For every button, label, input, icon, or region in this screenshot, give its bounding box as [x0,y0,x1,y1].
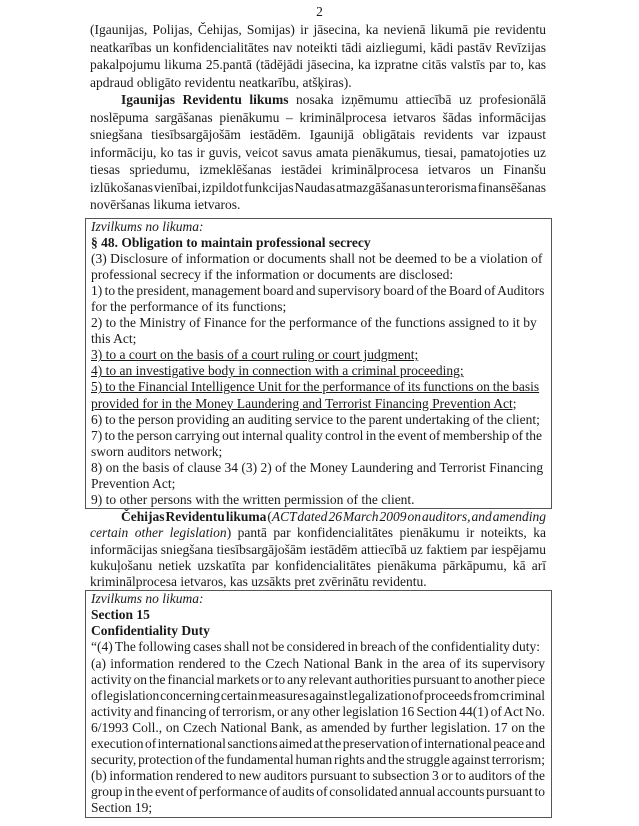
text-run: professional secrecy if the information or documents are disclosed: [91,266,454,282]
text-line [91,476,545,492]
text-line [91,315,545,331]
text-line [90,525,546,541]
text-line [90,179,546,197]
text-line [90,126,546,144]
text-run: activity on the financial markets or to any relevant authorities pursuant to another piece [91,671,545,687]
italic-text: Izvilkums no likuma: [91,591,204,607]
text-line [91,251,545,267]
paragraph-intro [85,21,552,91]
text-line [91,768,545,784]
text-line [91,800,545,816]
underlined-text: 4) to an investigative body in connection with a criminal proceeding; [91,363,464,379]
text-run: security, protection of the fundamental human rights and the struggle against terrorism; [91,752,545,768]
paragraph-czech-law [85,509,552,590]
text-run: kukuļošanu netiek uzskatīta par konfidencialitātes pienākuma pārkāpumu, kā arī [90,557,546,573]
text-line [91,607,545,623]
text-line [91,672,545,688]
text-run: 2) to the Ministry of Finance for the performance of the functions assigned to it by [91,315,537,331]
text-line [90,161,546,179]
text-line [90,558,546,574]
text-line [90,91,546,109]
bold-text: § 48. Obligation to maintain professional secrecy [91,234,371,250]
text-line [91,267,545,283]
text-run: activity and financing of terrorism, or any other legislation 16 Section 44(1) of Act No. [91,703,545,719]
text-run: 9) to other persons with the written permission of the client. [91,492,415,508]
text-line [90,21,546,39]
text-line [91,736,545,752]
text-line [91,656,545,672]
text-run: sworn auditors network; [91,443,223,459]
text-run: informācijas sniegšana tiesībsargājošām iestādēm attiecībā uz faktiem par iespējamu [90,541,546,557]
text-run: izlūkošanas vienībai, izpildot funkcijas Naudas atmazgāšanas un terorisma finansēšanas [90,179,546,195]
text-run: 6) to the person providing an auditing service to the parent undertaking of the client; [91,411,540,427]
text-run: execution of international sanctions aimed at the preservation of international peace and [91,736,545,752]
bold-text: Čehijas Revidentu likuma [121,509,267,525]
text-run: this Act; [91,331,137,347]
text-run: tiesas spriedumu, izmeklēšanas iestādei kriminālprocesa ietvaros un Finanšu [90,162,546,177]
text-line [91,784,545,800]
text-run: apdraud obligāto revidentu neatkarību, atšķiras). [90,74,352,90]
text-line [91,363,545,379]
text-run: group in the event of performance of audits of consolidated annual accounts pursuant to [91,784,545,800]
text-line [90,109,546,127]
text-line [90,509,546,525]
text-run: 7) to the person carrying out internal quality control in the event of membership of the [91,427,542,443]
text-run: for the performance of its functions; [91,298,287,314]
bold-text: Igaunijas Revidentu likums [121,92,289,107]
underlined-text: 3) to a court on the basis of a court ruling or court judgment; [91,347,419,363]
text-run: noslēpuma sargāšanas pienākumu – kriminālprocesa ietvaros šādas informācijas [90,109,546,125]
text-run: 8) on the basis of clause 34 (3) 2) of the Money Laundering and Terrorist Financing [91,459,544,475]
text-run: Prevention Act; [91,476,176,491]
text-line [91,219,545,235]
underlined-text: 5) to the Financial Intelligence Unit for the performance of its functions on the basis [91,379,540,395]
text-line [90,196,546,214]
excerpt-box-estonia [85,218,552,510]
text-line [91,492,545,508]
text-run: neatkarības un konfidencialitātes nav noteikti tādi aizliegumi, kādi pastāv Revīzijas [90,39,546,55]
text-line [90,39,546,57]
text-line [91,412,545,428]
text-line [91,460,545,476]
text-run: of legislation concerning certain measures against legalization of proceeds from criminal [91,687,545,703]
text-run: informāciju, ko tas ir guvis, veicot savus amata pienākumus, tiesai, pamatojoties uz [90,144,546,160]
text-line [91,688,545,704]
text-run: Section 19; [91,800,153,816]
excerpt-box-czech [85,590,552,817]
text-line [91,347,545,363]
paragraph-estonia-law [85,91,552,214]
text-line [91,720,545,736]
text-line [91,235,545,251]
text-line [90,74,546,92]
italic-text: ACT dated 26 March 2009 on auditors, and amending [271,509,546,525]
text-line [91,623,545,639]
text-run: (b) information rendered to new auditors pursuant to subsection 3 or to auditors of the [91,768,545,784]
text-line [91,299,545,315]
text-run: “(4) The following cases shall not be considered in breach of the confidentiality duty: [91,639,540,655]
text-run: (a) information rendered to the Czech National Bank in the area of its supervisory [91,655,545,671]
text-run: ) pantā par konfidencialitātes pienākumu ir noteikts, ka [226,525,546,541]
bold-text: Section 15 [91,607,150,623]
text-line [91,752,545,768]
text-line [90,56,546,74]
text-line [91,591,545,607]
text-run: ( [266,509,272,525]
text-line [90,574,546,590]
text-line [91,428,545,444]
text-run: (3) Disclosure of information or documents shall not be deemed to be a violation of [91,250,543,266]
text-line [91,704,545,720]
text-line [91,379,545,395]
text-line [91,444,545,460]
text-line [90,144,546,162]
text-line [90,542,546,558]
page-number: 2 [316,4,323,19]
text-line [91,283,545,299]
italic-text: certain other legislation [90,525,227,541]
bold-text: Confidentiality Duty [91,623,210,639]
text-line [91,639,545,655]
underlined-text: provided for in the Money Laundering and Terrorist Financing Prevention Act; [91,395,517,411]
text-line [91,331,545,347]
italic-text: Izvilkums no likuma: [91,218,204,234]
text-run: 6/1993 Coll., on Czech National Bank, as amended by further legislation. 17 on the [91,719,545,735]
text-run: novēršanas likuma ietvaros. [90,197,241,212]
text-line [91,396,545,412]
text-run: (Igaunijas, Polijas, Čehijas, Somijas) ir jāsecina, ka nevienā likumā pie revidentu [90,22,546,37]
text-run: sniegšana tiesībsargājošām iestādēm. Igaunijā obligātais revidents var izpaust [90,127,546,142]
page-body [85,21,552,826]
text-run: pakalpojumu likuma 25.pantā (tādējādi jāsecina, ka izpratne citās valstīs par to, kas [90,57,546,72]
text-run: nosaka izņēmumu attiecībā uz profesionālā [288,92,546,107]
text-run: 1) to the president, management board and supervisory board of the Board of Auditors [91,282,545,298]
text-run: kriminālprocesa ietvaros, kas uzsākts pret zvērinātu revidentu. [90,574,427,589]
